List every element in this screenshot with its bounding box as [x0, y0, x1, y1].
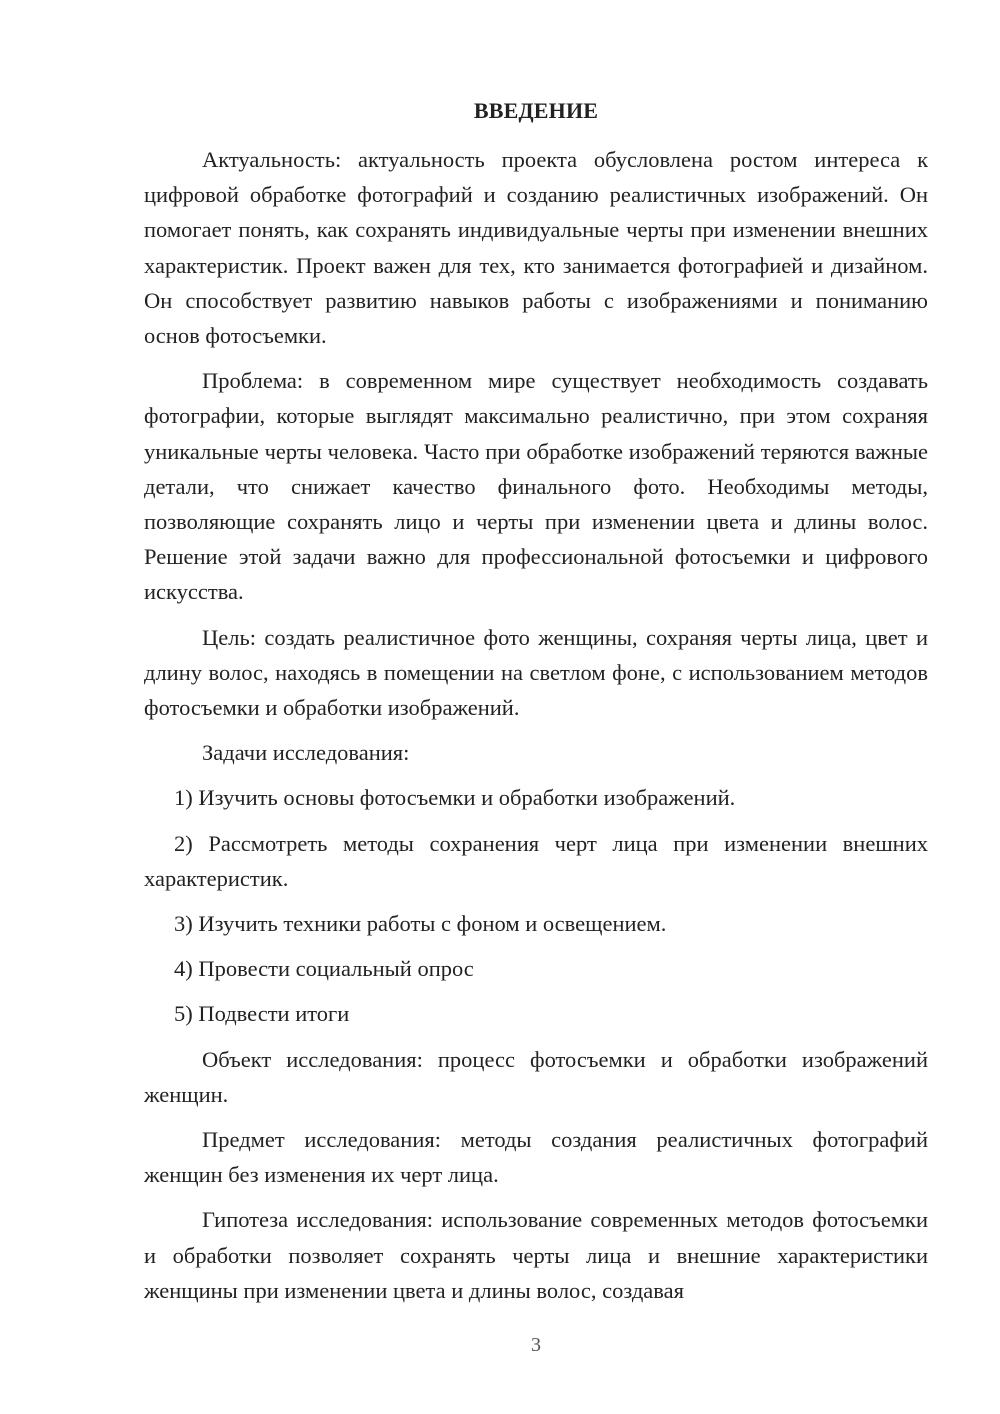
task-item-1: 1) Изучить основы фотосъемки и обработки изображений. [174, 785, 736, 811]
page-content [144, 94, 928, 1308]
subject-paragraph: Предмет исследования: методы создания реалистичных фотографий женщин без изменения их черт лица. [144, 1127, 928, 1188]
hypothesis-paragraph: Гипотеза исследования: использование современных методов фотосъемки и обработки позволяет сохранять черты лица и внешние характеристики женщины при изменении цвета и длины волос, создавая [144, 1207, 928, 1303]
tasks-heading: Задачи исследования: [202, 740, 410, 766]
problem-paragraph: Проблема: в современном мире существует необходимость создавать фотографии, которые выглядят максимально реалистично, при этом сохраняя уникальные черты человека. Часто при обработке изображений теряются важные детали, что снижает качество финального фото. Необходимы методы, позволяющие сохранять лицо и черты при изменении цвета и длины волос. Решение этой задачи важно для профессиональной фотосъемки и цифрового искусства. [144, 368, 928, 605]
task-item-4: 4) Провести социальный опрос [174, 956, 474, 982]
task-item-2: 2) Рассмотреть методы сохранения черт лица при изменении внешних характеристик. [144, 830, 928, 891]
task-item-5: 5) Подвести итоги [174, 1001, 350, 1027]
page-number: 3 [531, 1334, 541, 1356]
object-paragraph: Объект исследования: процесс фотосъемки и обработки изображений женщин. [144, 1046, 928, 1107]
goal-paragraph: Цель: создать реалистичное фото женщины, сохраняя черты лица, цвет и длину волос, находясь в помещении на светлом фоне, с использованием методов фотосъемки и обработки изображений. [144, 624, 928, 721]
task-item-3: 3) Изучить техники работы с фоном и освещением. [174, 911, 667, 937]
relevance-paragraph: Актуальность: актуальность проекта обусловлена ростом интереса к цифровой обработке фотографий и созданию реалистичных изображений. Он помогает понять, как сохранять индивидуальные черты при изменении внешних характеристик. Проект важен для тех, кто занимается фотографией и дизайном. Он способствует развитию навыков работы с изображениями и пониманию основ фотосъемки. [144, 147, 928, 349]
section-heading: ВВЕДЕНИЕ [473, 98, 599, 123]
